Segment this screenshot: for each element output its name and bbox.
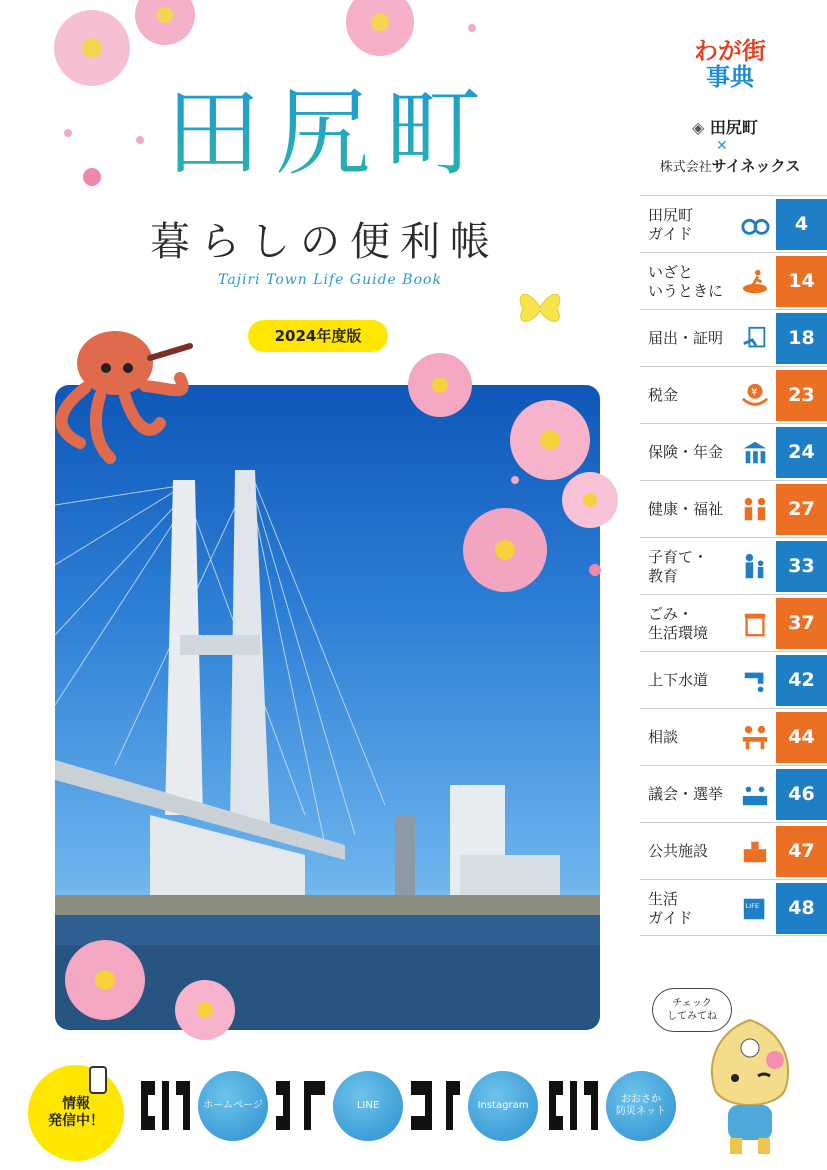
index-label: 議会・選挙 (648, 785, 724, 803)
qr-pattern (140, 1080, 192, 1132)
link-0[interactable]: ホームページ (198, 1071, 268, 1141)
svg-text:¥: ¥ (751, 387, 758, 399)
index-page-number[interactable]: 27 (776, 484, 827, 535)
index-row[interactable] (640, 651, 827, 708)
index-row[interactable] (640, 423, 827, 480)
index-page-number[interactable]: 18 (776, 313, 827, 364)
edition-badge: 2024年度版 (248, 320, 388, 352)
octopus-illustration (40, 318, 200, 468)
index-label: 相談 (648, 728, 679, 746)
qr-pattern (548, 1080, 600, 1132)
life-book-icon (740, 895, 770, 923)
emergency-exit-icon (740, 268, 770, 296)
index-page-number[interactable]: 23 (776, 370, 827, 421)
cover-subtitle-en: Tajiri Town Life Guide Book (218, 272, 442, 288)
index-label: 公共施設 (648, 842, 709, 860)
town-emblem-icon: ◈ (692, 118, 710, 137)
index-label: 届出・証明 (648, 329, 724, 347)
parent-child-icon (740, 553, 770, 581)
qr-code[interactable] (410, 1080, 462, 1132)
contents-index (640, 195, 827, 936)
index-row[interactable] (640, 765, 827, 822)
index-label: 健康・福祉 (648, 500, 724, 518)
index-label: 子育て・ 教育 (648, 547, 709, 585)
index-row[interactable] (640, 480, 827, 537)
index-label: 保険・年金 (648, 443, 724, 461)
svg-text:LIFE: LIFE (745, 902, 760, 911)
qr-code[interactable] (548, 1080, 600, 1132)
qr-pattern (410, 1080, 462, 1132)
partner-company: 株式会社サイネックス (659, 157, 801, 175)
index-page-number[interactable]: 42 (776, 655, 827, 706)
index-row[interactable] (640, 822, 827, 879)
trash-can-icon (740, 610, 770, 638)
assembly-icon (740, 781, 770, 809)
consultation-icon (740, 724, 770, 752)
cover-subtitle: 暮らしの便利帳 (150, 219, 500, 265)
qr-code[interactable] (140, 1080, 192, 1132)
faucet-icon (740, 667, 770, 695)
index-page-number[interactable]: 47 (776, 826, 827, 877)
index-page-number[interactable]: 24 (776, 427, 827, 478)
index-label: 田尻町 ガイド (648, 205, 694, 243)
index-page-number[interactable]: 48 (776, 883, 827, 934)
qr-pattern (275, 1080, 327, 1132)
index-label: いざと いうときに (648, 262, 724, 300)
collaboration-cross: ✕ (716, 138, 728, 154)
mascot-character (690, 1010, 810, 1160)
index-row[interactable] (640, 879, 827, 936)
index-page-number[interactable]: 37 (776, 598, 827, 649)
document-hand-icon (740, 325, 770, 353)
public-building-icon (740, 838, 770, 866)
index-page-number[interactable]: 14 (776, 256, 827, 307)
butterfly-icon (515, 285, 565, 330)
link-3[interactable]: おおさか 防災ネット (606, 1071, 676, 1141)
cover-title: 田尻町 (140, 85, 520, 181)
info-badge: 情報 発信中！ (28, 1065, 124, 1161)
cosmos-flowers-decoration-right (400, 350, 625, 630)
index-row[interactable] (640, 252, 827, 309)
index-row[interactable] (640, 708, 827, 765)
waga-machi-jiten-logo: わが街 事典 (694, 37, 766, 91)
index-page-number[interactable]: 33 (776, 541, 827, 592)
index-label: 上下水道 (648, 671, 709, 689)
index-row[interactable] (640, 594, 827, 651)
link-2[interactable]: Instagram (468, 1071, 538, 1141)
index-row[interactable] (640, 309, 827, 366)
index-page-number[interactable]: 46 (776, 769, 827, 820)
mascot-speech-bubble: チェック してみてね (652, 988, 732, 1032)
index-label: ごみ・ 生活環境 (648, 604, 709, 642)
index-label: 生活 ガイド (648, 889, 693, 927)
smartphone-icon (88, 1065, 110, 1095)
index-row[interactable] (640, 537, 827, 594)
binoculars-icon (740, 211, 770, 239)
index-label: 税金 (648, 386, 679, 404)
caregiver-icon (740, 496, 770, 524)
people-umbrella-icon (740, 439, 770, 467)
qr-code[interactable] (275, 1080, 327, 1132)
index-row[interactable] (640, 366, 827, 423)
link-1[interactable]: LINE (333, 1071, 403, 1141)
index-page-number[interactable]: 44 (776, 712, 827, 763)
index-page-number[interactable]: 4 (776, 199, 827, 250)
index-row[interactable] (640, 195, 827, 252)
yen-hands-icon (740, 382, 770, 410)
cosmos-flowers-decoration-bottom (40, 935, 260, 1055)
partner-town: ◈ 田尻町 (692, 118, 758, 137)
